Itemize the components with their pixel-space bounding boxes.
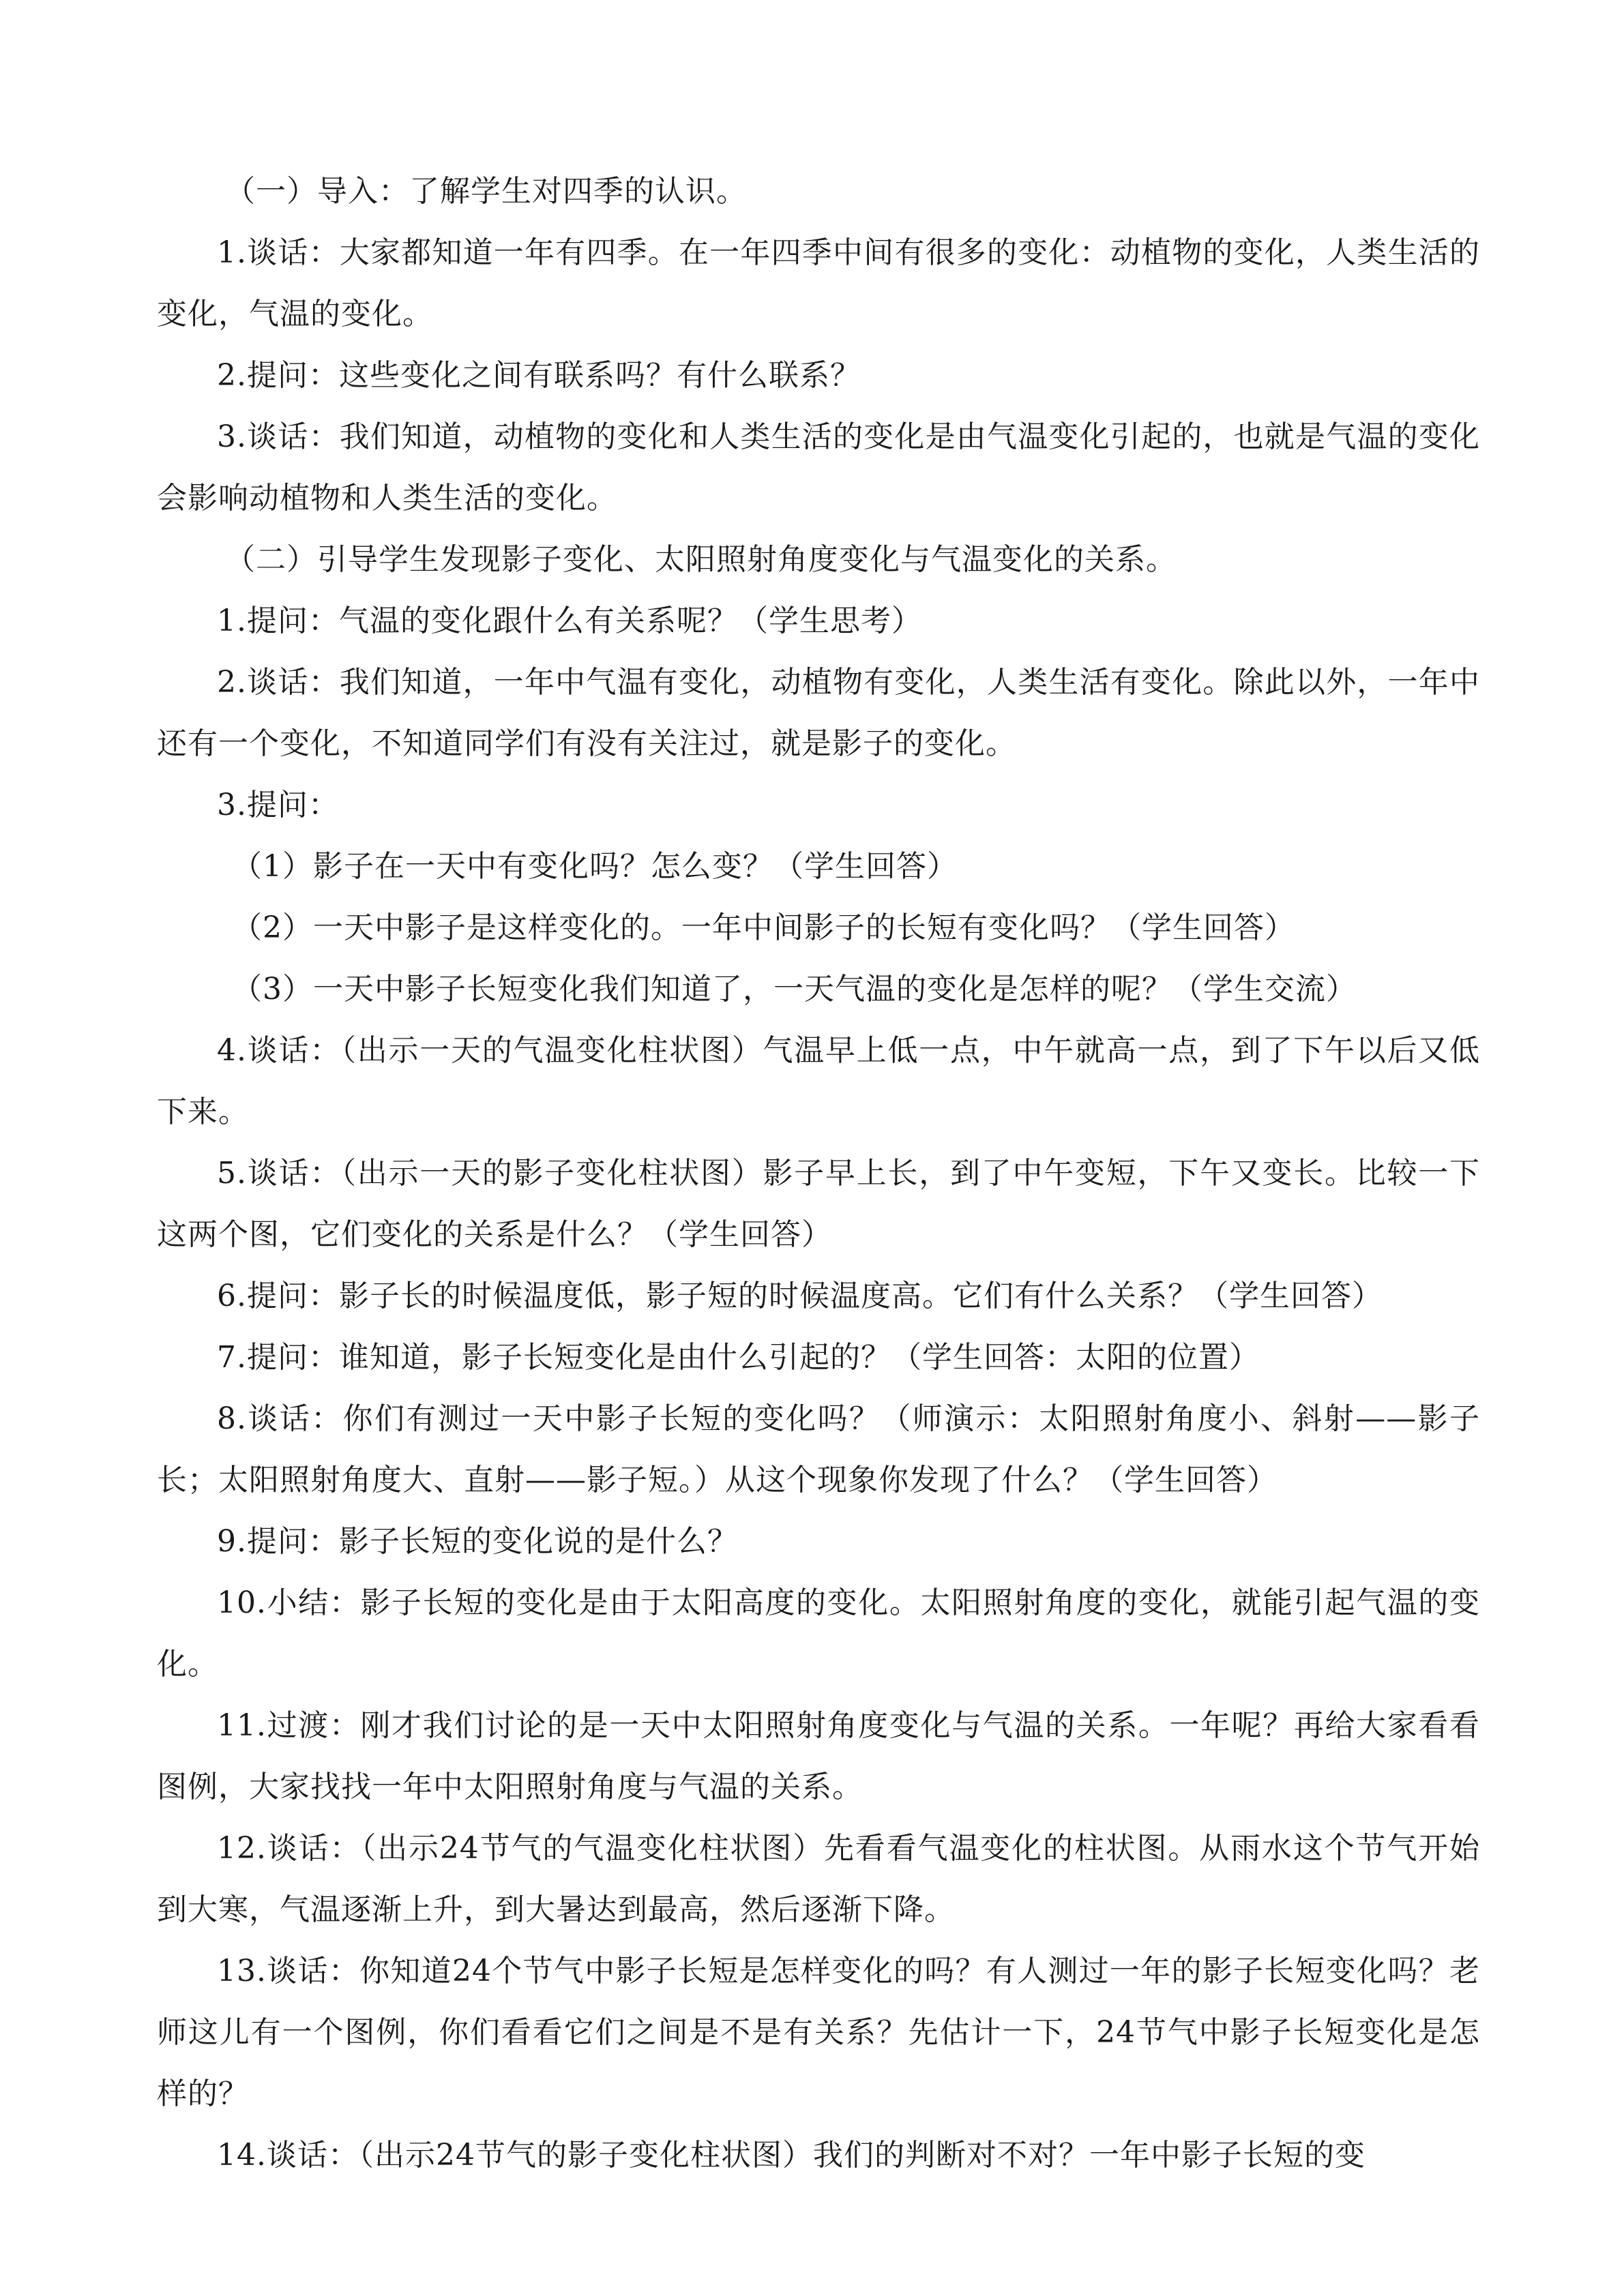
paragraph-3: 3.谈话：我们知道，动植物的变化和人类生活的变化是由气温变化引起的，也就是气温的变化会影响动植物和人类生活的变化。 bbox=[157, 419, 1480, 516]
paragraph-2: 2.提问：这些变化之间有联系吗？有什么联系？ bbox=[217, 358, 861, 393]
paragraph-21: 14.谈话：（出示24节气的影子变化柱状图）我们的判断对不对？一年中影子长短的变 bbox=[217, 2138, 1365, 2173]
paragraph-11: 4.谈话：（出示一天的气温变化柱状图）气温早上低一点，中午就高一点，到了下午以后又低下来。 bbox=[157, 1033, 1480, 1129]
paragraph-7: 3.提问： bbox=[217, 788, 339, 822]
paragraph-1: 1.谈话：大家都知道一年有四季。在一年四季中间有很多的变化：动植物的变化，人类生活的变化，气温的变化。 bbox=[157, 235, 1480, 331]
sub-question-2: （2）一天中影子是这样变化的。一年中间影子的长短有变化吗？（学生回答） bbox=[232, 910, 1295, 945]
document-body bbox=[157, 161, 1480, 2186]
sub-question-1: （1）影子在一天中有变化吗？怎么变？（学生回答） bbox=[232, 849, 958, 884]
sub-question-3: （3）一天中影子长短变化我们知道了，一天气温的变化是怎样的呢？（学生交流） bbox=[232, 972, 1357, 1007]
section-heading-intro: （一）导入：了解学生对四季的认识。 bbox=[225, 174, 747, 209]
paragraph-6: 2.谈话：我们知道，一年中气温有变化，动植物有变化，人类生活有变化。除此以外，一年中还有一个变化，不知道同学们有没有关注过，就是影子的变化。 bbox=[157, 665, 1480, 761]
paragraph-17: 10.小结：影子长短的变化是由于太阳高度的变化。太阳照射角度的变化，就能引起气温的变化。 bbox=[157, 1585, 1480, 1682]
paragraph-18: 11.过渡：刚才我们讨论的是一天中太阳照射角度变化与气温的关系。一年呢？再给大家看看图例，大家找找一年中太阳照射角度与气温的关系。 bbox=[157, 1708, 1480, 1804]
paragraph-19: 12.谈话：（出示24节气的气温变化柱状图）先看看气温变化的柱状图。从雨水这个节气开始到大寒，气温逐渐上升，到大暑达到最高，然后逐渐下降。 bbox=[157, 1831, 1480, 1927]
paragraph-14: 7.提问：谁知道，影子长短变化是由什么引起的？（学生回答：太阳的位置） bbox=[217, 1340, 1260, 1375]
paragraph-16: 9.提问：影子长短的变化说的是什么？ bbox=[217, 1524, 738, 1559]
paragraph-20: 13.谈话：你知道24个节气中影子长短是怎样变化的吗？有人测过一年的影子长短变化吗？老师这儿有一个图例，你们看看它们之间是不是有关系？先估计一下，24节气中影子长短变化是怎样的？ bbox=[157, 1954, 1480, 2111]
paragraph-13: 6.提问：影子长的时候温度低，影子短的时候温度高。它们有什么关系？（学生回答） bbox=[217, 1279, 1383, 1313]
section-heading-guide: （二）引导学生发现影子变化、太阳照射角度变化与气温变化的关系。 bbox=[225, 542, 1177, 577]
paragraph-15: 8.谈话：你们有测过一天中影子长短的变化吗？（师演示：太阳照射角度小、斜射——影子长；太阳照射角度大、直射——影子短。）从这个现象你发现了什么？（学生回答） bbox=[157, 1401, 1480, 1497]
paragraph-5: 1.提问：气温的变化跟什么有关系呢？（学生思考） bbox=[217, 603, 922, 638]
paragraph-12: 5.谈话：（出示一天的影子变化柱状图）影子早上长，到了中午变短，下午又变长。比较一下这两个图，它们变化的关系是什么？（学生回答） bbox=[157, 1156, 1480, 1252]
